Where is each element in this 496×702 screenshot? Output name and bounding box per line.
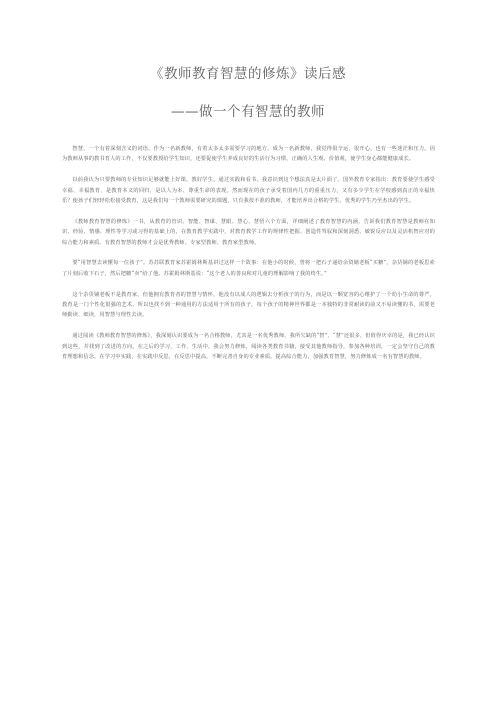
paragraph-4: 要“用智慧去读懂每一位孩子”。苏苏联教育家苏霍姆林斯基讲过这样一个故事：在他小的时候，曾将一把石子递给余资储老板“买糖”，杂货铺的老板思索了片刻后收下石子，然后把糖“卖”给了他。苏霍姆林斯基说：“这个老人的善良和对儿童的理解影响了我的终生。”	[62, 260, 435, 277]
paragraph-5: 这个杂货铺老板不是教育家，但他拥有教育者的智慧与情怀，他没有以成人的逻辑去分析孩子的行为，而是以一颗宽容的心维护了一个幼小生命的尊严。教育是一门个性化很强的艺术，所以也找不到一种通用的方法适用于所有的孩子。每个孩子的精神世界都是一本独特的非常耐读的前又不易读懂的书，需要老师勤读、细读，用智慧与理性去读。	[62, 291, 435, 319]
document-subtitle: ——做一个有智慧的教师	[171, 104, 325, 120]
document-body	[62, 144, 435, 373]
paragraph-6: 通过阅读《教师教育智慧的修炼》，我深刻认识要成为一名合格教师，尤其是一名优秀教师，我所欠缺的“智”、“慧”还很多，但值得庆幸的是，我已经认识到这些，并找到了改进的方向。在之后的学习、工作、生活中，我会努力修炼，阅读各类教育书籍，接受其他教师指导，参加各种培训，一定会坚守自己的教育理想和信念。在学习中实践，在实践中反思，在反思中提高，不断完善自身的专业素质，提高综合能力，加强教育智慧，努力修炼成一名有智慧的教师。	[62, 333, 435, 361]
paragraph-3: 《教师教育智慧的修炼》一书，从教育的管识、智能、智谋、慧眼、慧心、慧悟六个方面，详细阐述了教育智慧的内涵，告诉我们教育智慧是教师在知识、经验、情感、理性等学习或习得的基础上的，在教育教学实践中，对教育教学工作的规律性把握、创造性驾驭和深刻洞悉、敏锐反应以及灵活机智应对的综合能力和素质。有教育智慧的教师才会是优秀教师、专家型教师、教育家型教师。	[62, 218, 435, 246]
document-title: 《教师教育智慧的修炼》读后感	[150, 66, 346, 82]
paragraph-2: 以前我认为只要教师的专业知识足够就能上好课，教好学生，通过实践和看书，我意识到这个想法真是太片面了。国外教育专家指出：教育要使学生感受幸福、幸福教育，是教育本义的回归，是以人为本、尊重生命的表现。然而现在的孩子承受着国内几方的重重压力，又有多少学生在学校感到真正的幸福快乐？使孩子们轻轻松松接受教育，这是我们每一个教师需要研究的课题，只有我按不准的教师，才能培养出合格的学生、优秀的学生乃至杰出的学生。	[62, 177, 435, 205]
paragraph-1: 智慧，一个有着深刻含义的词语，作为一名新教师，有着太多太多需要学习的地方，成为一名新教师，我觉得很辛运，很开心，也有一些迷茫和压力。因为教师从事的教书育人的工作，不仅要教授给学生知识，还要促使学生养成良好的生活行为习惯、正确的人生观、价值观，使学生身心都能健康成长。	[62, 146, 435, 163]
